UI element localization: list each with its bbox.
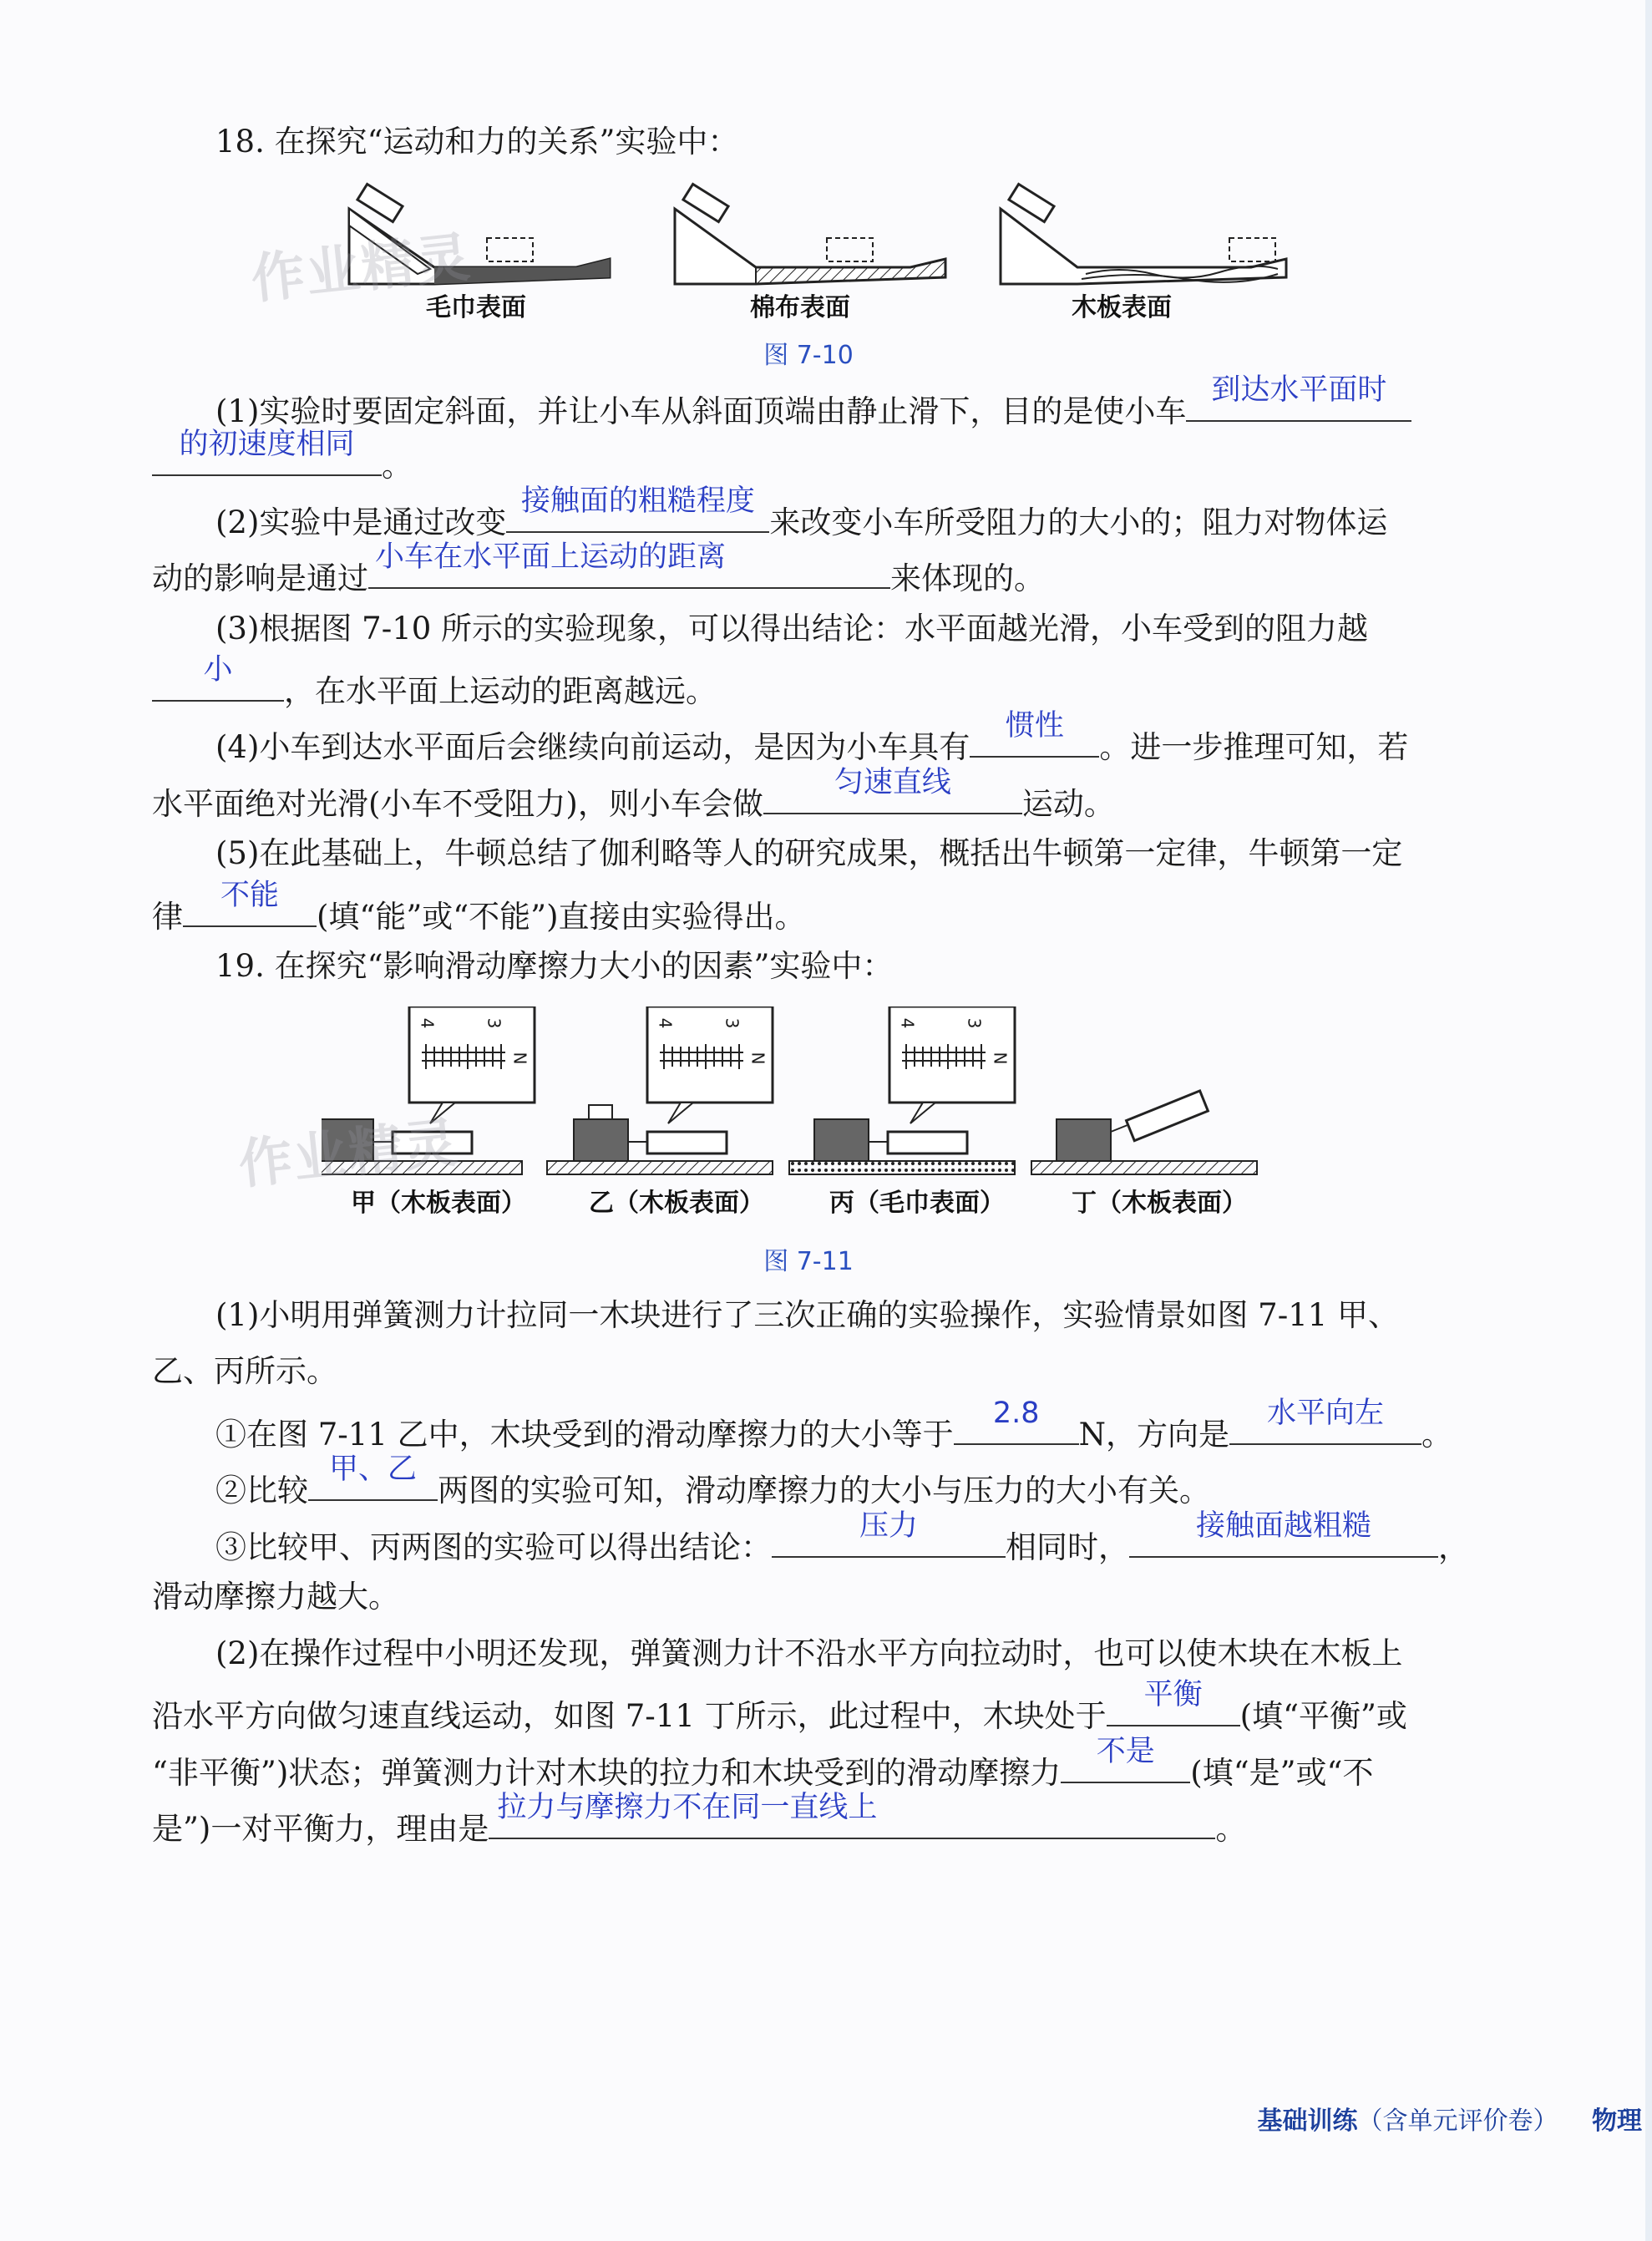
setup-bing [789,1006,1015,1174]
q18-p1-line1: (1)实验时要固定斜面，并让小车从斜面顶端由静止滑下，目的是使小车 到达水平面时 [215,380,1411,437]
fig710-label-wood: 木板表面 [1072,293,1172,322]
answer-blank[interactable]: 的初速度相同 [152,434,382,476]
answer-blank[interactable]: 接触面的粗糙程度 [506,491,769,533]
page-edge [1645,0,1652,2241]
watermark: 作业精灵 [236,1112,462,1197]
q19-s3-line2: 滑动摩擦力越大。 [152,1579,399,1615]
q18-p1-line2: 的初速度相同 。 [152,434,413,491]
ramp-wood [1001,184,1286,284]
q19-s3-line1: ③比较甲、丙两图的实验可以得出结论： 压力 相同时， 接触面越粗糙 ， [215,1509,1469,1565]
q19-p2-line1: (2)在操作过程中小明还发现，弹簧测力计不沿水平方向拉动时，也可以使木块在木板上 [215,1635,1403,1671]
dial-unit: N [990,1052,1011,1065]
q19-p1-line2: 乙、丙所示。 [152,1353,337,1389]
q19-p2-line4: 是”)一对平衡力，理由是 拉力与摩擦力不在同一直线上 。 [152,1791,1247,1847]
answer-blank[interactable]: 不能 [183,885,317,927]
q19-p2-line3: “非平衡”)状态；弹簧测力计对木块的拉力和木块受到的滑动摩擦力 不是 (填“是”或“不 [152,1735,1374,1791]
q18-p4-line1: (4)小车到达水平面后会继续向前运动，是因为小车具有 惯性 。进一步推理可知，若 [215,709,1409,765]
dial-number: 3 [964,1017,985,1029]
answer-blank[interactable]: 甲、乙 [308,1459,438,1501]
setup-ding [1031,1091,1257,1174]
q19-title: 19. 在探究“影响滑动摩擦力大小的因素”实验中： [215,948,894,984]
fig711-label-jia: 甲（木板表面） [351,1189,526,1218]
footer-book-subtitle: （含单元评价卷） [1357,2107,1558,2136]
fig711-label-ding: 丁（木板表面） [1072,1189,1247,1218]
figure-7-11-drawing [322,1006,1290,1186]
answer-blank[interactable]: 到达水平面时 [1186,380,1411,422]
dial-unit: N [509,1052,530,1065]
footer-subject: 物理 [1592,2107,1642,2136]
answer-blank[interactable]: 平衡 [1107,1685,1240,1726]
q18-p2-line2: 动的影响是通过 小车在水平面上运动的距离 来体现的。 [152,540,1045,596]
footer-book-title: 基础训练 [1257,2107,1358,2136]
watermark: 作业精灵 [248,226,474,312]
answer-blank[interactable]: 小 [152,660,284,702]
q18-p5-line2: 律 不能 (填“能”或“不能”)直接由实验得出。 [152,879,806,935]
q19-s2: ②比较 甲、乙 两图的实验可知，滑动摩擦力的大小与压力的大小有关。 [215,1453,1210,1508]
setup-yi [547,1006,773,1174]
answer-blank[interactable]: 不是 [1061,1742,1190,1783]
answer-blank[interactable]: 水平向左 [1229,1403,1421,1445]
answer-blank[interactable]: 2.8 [954,1403,1079,1445]
page-footer [1258,2100,1642,2137]
fig711-label-bing: 丙（毛巾表面） [829,1189,1005,1218]
q19-p1-line1: (1)小明用弹簧测力计拉同一木块进行了三次正确的实验操作，实验情景如图 7-11 甲、 [215,1297,1400,1333]
fig710-label-cotton: 棉布表面 [750,293,850,322]
answer-blank[interactable]: 拉力与摩擦力不在同一直线上 [489,1797,1215,1839]
dial-number: 3 [722,1017,742,1029]
figure-7-11 [322,1006,1290,1186]
answer-blank[interactable]: 压力 [772,1516,1006,1558]
q18-p4-line2: 水平面绝对光滑(小车不受阻力)，则小车会做 匀速直线 运动。 [152,766,1115,822]
q18-title: 18. 在探究“运动和力的关系”实验中： [215,124,739,160]
answer-blank[interactable]: 惯性 [970,716,1099,758]
q18-p5-line1: (5)在此基础上，牛顿总结了伽利略等人的研究成果，概括出牛顿第一定律，牛顿第一定 [215,835,1403,871]
answer-blank[interactable]: 接触面越粗糙 [1129,1516,1438,1558]
dial-number: 4 [417,1017,438,1029]
fig711-label-yi: 乙（木板表面） [589,1189,764,1218]
dial-number: 3 [484,1017,504,1029]
figure-caption-7-10: 图 7-10 [763,341,854,370]
figure-caption-7-11: 图 7-11 [763,1247,854,1276]
dial-number: 4 [655,1017,676,1029]
fig710-label-towel: 毛巾表面 [426,293,526,322]
answer-blank[interactable]: 匀速直线 [763,773,1022,814]
q18-p3-line2: 小 ，在水平面上运动的距离越远。 [152,660,717,717]
ramp-cotton [675,184,945,284]
dial-number: 4 [897,1017,918,1029]
dial-unit: N [747,1052,768,1065]
answer-blank[interactable]: 小车在水平面上运动的距离 [368,547,890,589]
q18-p3-line1: (3)根据图 7-10 所示的实验现象，可以得出结论：水平面越光滑，小车受到的阻力越 [215,611,1369,646]
q19-s1: ①在图 7-11 乙中，木块受到的滑动摩擦力的大小等于 2.8 N，方向是 水平向左 。 [215,1397,1453,1453]
q18-p2-line1: (2)实验中是通过改变 接触面的粗糙程度 来改变小车所受阻力的大小的；阻力对物体运 [215,484,1388,540]
q19-p2-line2: 沿水平方向做匀速直线运动，如图 7-11 丁所示，此过程中，木块处于 平衡 (填“平衡”或 [152,1678,1407,1734]
